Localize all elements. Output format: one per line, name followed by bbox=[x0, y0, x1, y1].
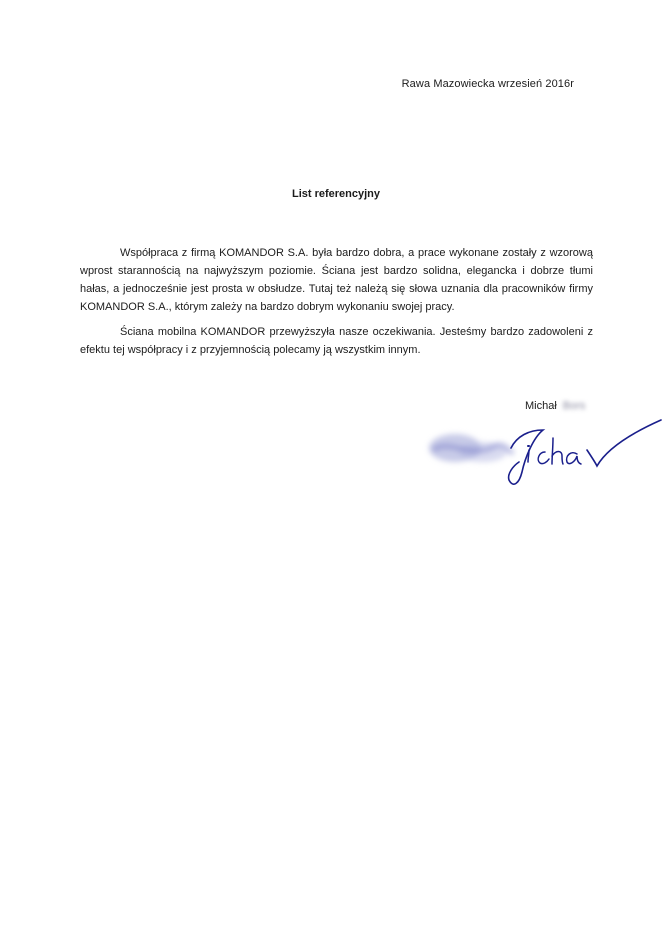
place-and-date: Rawa Mazowiecka wrzesień 2016r bbox=[401, 78, 574, 90]
body-paragraph-2: Ściana mobilna KOMANDOR przewyższyła nasze oczekiwania. Jesteśmy bardzo zadowoleni z efektu tej współpracy i z przyjemnością polecamy ją wszystkim innym. bbox=[80, 326, 593, 356]
handwritten-signature bbox=[425, 408, 665, 498]
signature-stroke bbox=[425, 408, 665, 498]
signer-first-name: Michał bbox=[525, 400, 557, 412]
letter-title: List referencyjny bbox=[291, 188, 381, 200]
signer-surname-redacted: Bors bbox=[562, 400, 586, 412]
body-paragraph-1: Współpraca z firmą KOMANDOR S.A. była bardzo dobra, a prace wykonane zostały z wzorową wprost starannością na najwyższym poziomie. Ściana jest bardzo solidna, elegancka i dobrze tłumi hałas, a jednocześnie jest prosta w obsłudze. Tutaj też należą się słowa uznania dla pracowników firmy KOMANDOR S.A., którym zależy na bardzo dobrym wykonaniu swojej pracy. bbox=[80, 247, 593, 313]
